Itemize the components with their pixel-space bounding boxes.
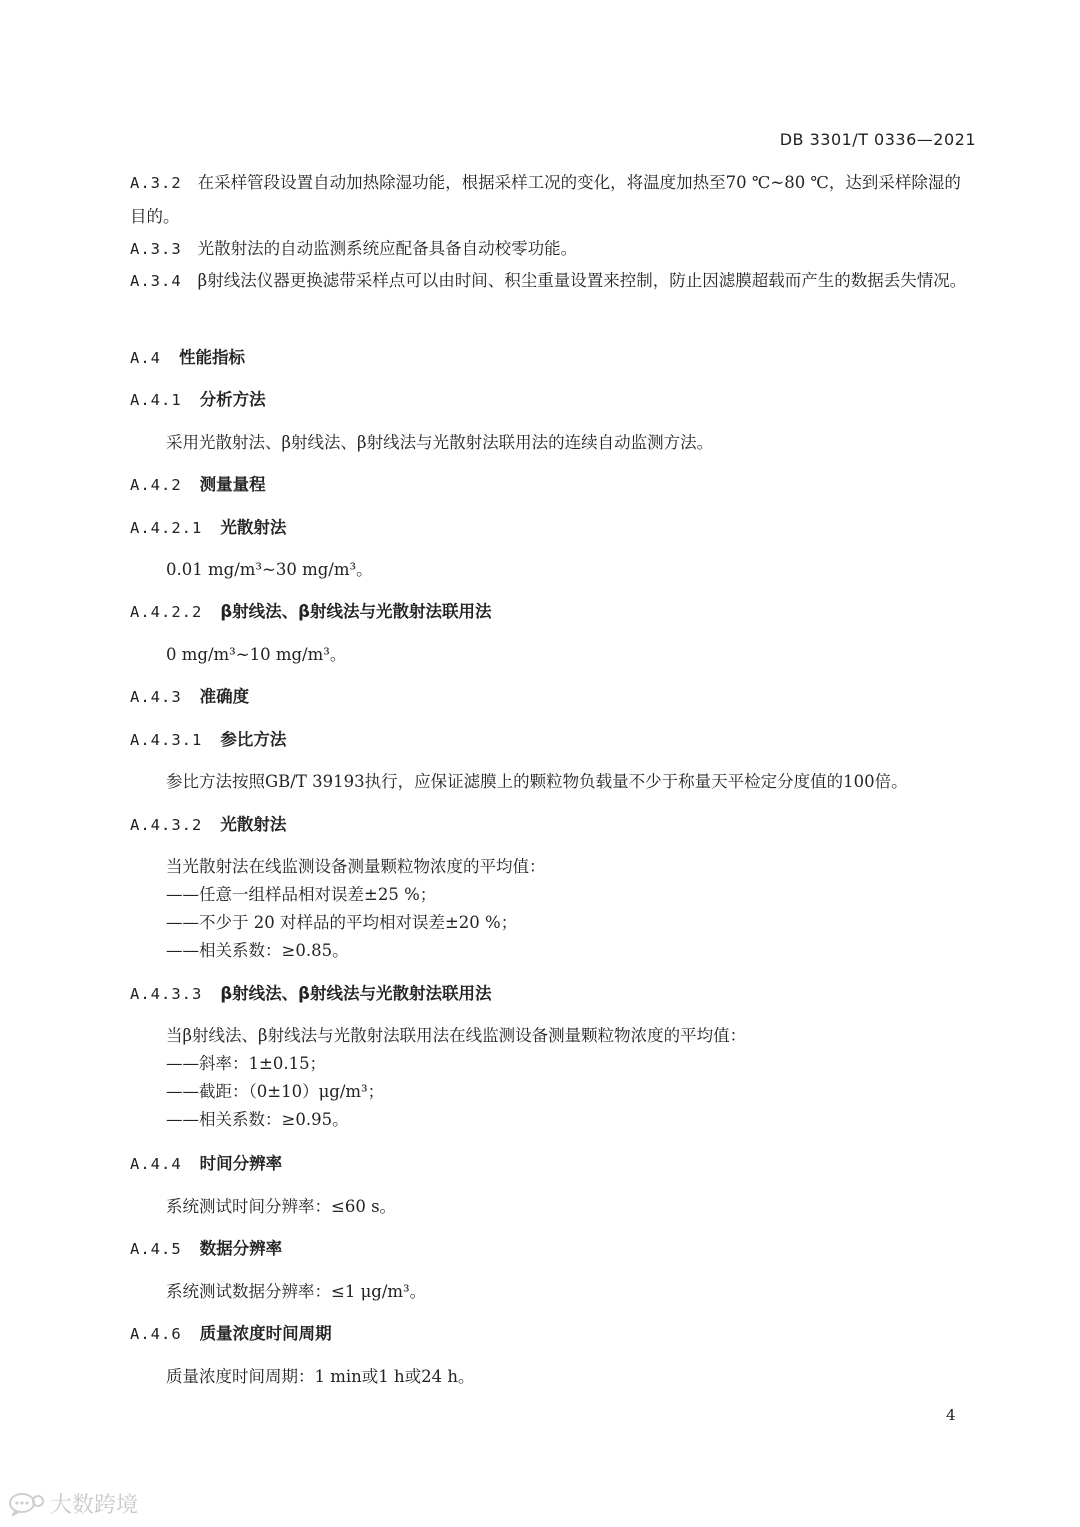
heading-a4 <box>130 344 245 368</box>
list-item: ——相关系数：≥0.85。 <box>166 941 349 960</box>
clause-text: β射线法仪器更换滤带采样点可以由时间、积尘重量设置来控制，防止因滤膜超载而产生的数据丢失情况。 <box>197 271 967 290</box>
body-a431: 参比方法按照GB/T 39193执行，应保证滤膜上的颗粒物负载量不少于称量天平检定分度值的100倍。 <box>166 772 908 791</box>
heading-a422 <box>130 598 491 622</box>
list-item: ——相关系数：≥0.95。 <box>166 1110 349 1129</box>
heading-title: 分析方法 <box>199 390 266 409</box>
heading-title: 测量量程 <box>199 475 266 494</box>
chat-bubble-icon <box>8 1492 44 1516</box>
heading-a46 <box>130 1320 332 1344</box>
heading-a41 <box>130 386 266 410</box>
list-item: ——不少于 20 对样品的平均相对误差±20 %； <box>166 913 518 932</box>
clause-number: A.3.3 <box>130 240 182 258</box>
heading-title: 质量浓度时间周期 <box>199 1324 332 1343</box>
clause-number: A.3.4 <box>130 272 182 290</box>
heading-title: 数据分辨率 <box>199 1239 283 1258</box>
list-item: ——斜率：1±0.15； <box>166 1054 327 1073</box>
clause-a332 <box>130 166 976 233</box>
intro-a433: 当β射线法、β射线法与光散射法联用法在线监测设备测量颗粒物浓度的平均值： <box>166 1026 747 1045</box>
heading-title: β射线法、β射线法与光散射法联用法 <box>220 984 492 1003</box>
heading-title: β射线法、β射线法与光散射法联用法 <box>220 602 492 621</box>
heading-number: A.4.6 <box>130 1325 182 1343</box>
heading-number: A.4.2.2 <box>130 603 203 621</box>
clause-text: 光散射法的自动监测系统应配备具备自动校零功能。 <box>197 239 578 258</box>
clause-text: 在采样管段设置自动加热除湿功能，根据采样工况的变化，将温度加热至70 ℃~80 ℃，达到采样除湿的目的。 <box>130 173 961 226</box>
body-a44: 系统测试时间分辨率：≤60 s。 <box>166 1197 397 1216</box>
clause-a334 <box>130 264 976 298</box>
clause-a333 <box>130 232 976 266</box>
heading-title: 参比方法 <box>220 730 287 749</box>
heading-title: 光散射法 <box>220 518 287 537</box>
list-item: ——截距：（0±10）μg/m³； <box>166 1082 385 1101</box>
heading-a431 <box>130 726 286 750</box>
heading-title: 性能指标 <box>179 348 245 367</box>
heading-a44 <box>130 1150 282 1174</box>
heading-a45 <box>130 1235 282 1259</box>
heading-number: A.4.2 <box>130 476 182 494</box>
watermark-text: 大数跨境 <box>50 1493 139 1518</box>
heading-number: A.4 <box>130 349 161 367</box>
heading-title: 准确度 <box>199 687 250 706</box>
body-a422: 0 mg/m³~10 mg/m³。 <box>166 645 347 664</box>
body-a421: 0.01 mg/m³~30 mg/m³。 <box>166 560 373 579</box>
heading-number: A.4.1 <box>130 391 182 409</box>
heading-number: A.4.2.1 <box>130 519 203 537</box>
heading-number: A.4.5 <box>130 1240 182 1258</box>
list-item: ——任意一组样品相对误差±25 %； <box>166 885 437 904</box>
heading-a42 <box>130 471 266 495</box>
heading-number: A.4.3.1 <box>130 731 203 749</box>
intro-a432: 当光散射法在线监测设备测量颗粒物浓度的平均值： <box>166 857 546 876</box>
heading-title: 光散射法 <box>220 815 287 834</box>
heading-a421 <box>130 514 286 538</box>
heading-number: A.4.3.2 <box>130 816 203 834</box>
body-a45: 系统测试数据分辨率：≤1 μg/m³。 <box>166 1282 427 1301</box>
heading-a432 <box>130 811 286 835</box>
clause-number: A.3.2 <box>130 174 182 192</box>
body-a41: 采用光散射法、β射线法、β射线法与光散射法联用法的连续自动监测方法。 <box>166 433 714 452</box>
heading-a43 <box>130 683 249 707</box>
watermark <box>8 1488 138 1519</box>
heading-title: 时间分辨率 <box>199 1154 283 1173</box>
body-a46: 质量浓度时间周期：1 min或1 h或24 h。 <box>166 1367 475 1386</box>
heading-number: A.4.3 <box>130 688 182 706</box>
document-code: DB 3301/T 0336—2021 <box>779 130 976 149</box>
heading-a433 <box>130 980 491 1004</box>
heading-number: A.4.3.3 <box>130 985 203 1003</box>
page-number: 4 <box>946 1406 956 1424</box>
heading-number: A.4.4 <box>130 1155 182 1173</box>
